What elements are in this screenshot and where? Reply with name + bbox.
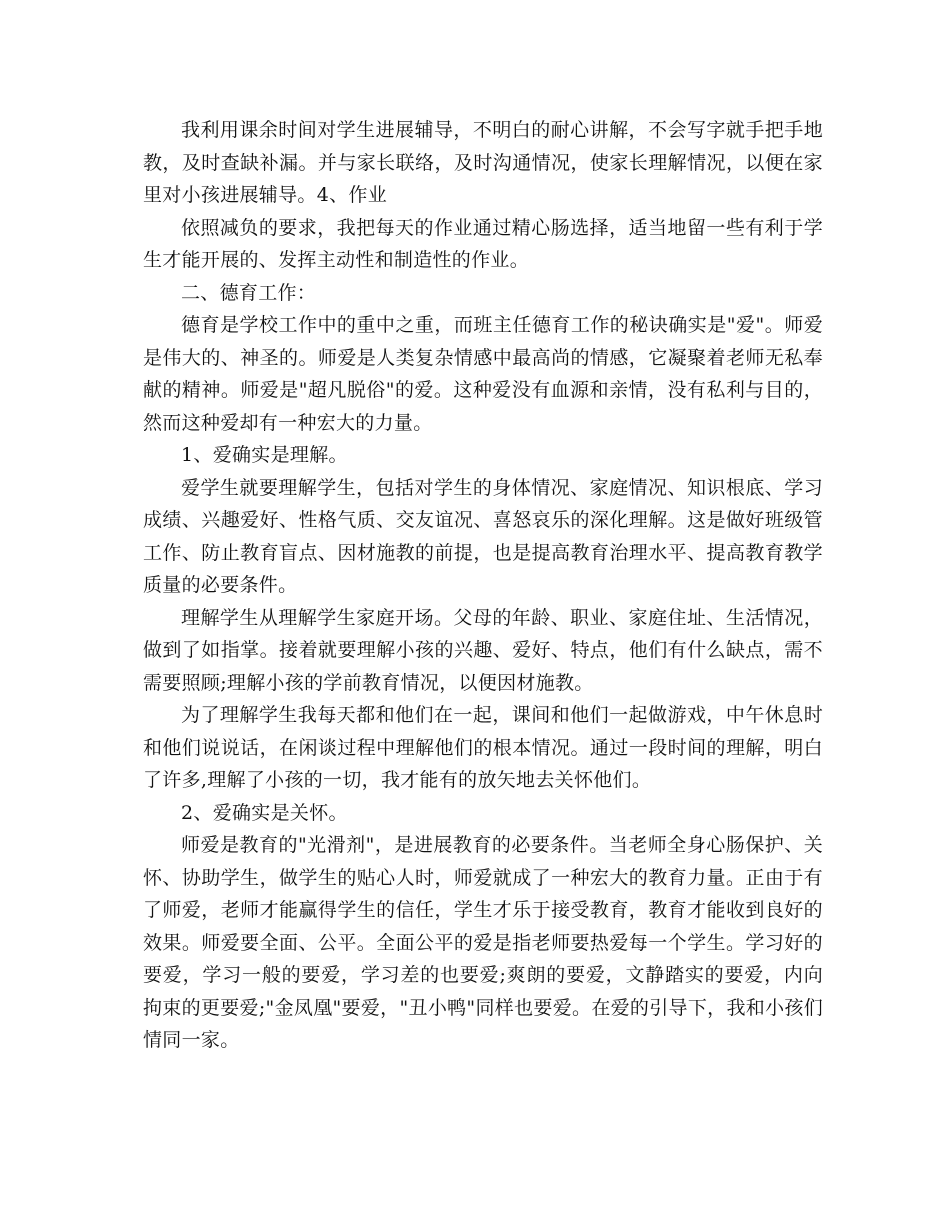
document-body bbox=[143, 114, 823, 1057]
paragraph: 德育是学校工作中的重中之重，而班主任德育工作的秘诀确实是"爱"。师爱是伟大的、神圣的。师爱是人类复杂情感中最高尚的情感，它凝聚着老师无私奉献的精神。师爱是"超凡脱俗"的爱。这种爱没有血源和亲情，没有私利与目的，然而这种爱却有一种宏大的力量。 bbox=[143, 314, 823, 434]
paragraph: 理解学生从理解学生家庭开场。父母的年龄、职业、家庭住址、生活情况，做到了如指掌。接着就要理解小孩的兴趣、爱好、特点，他们有什么缺点，需不需要照顾;理解小孩的学前教育情况，以便因材施教。 bbox=[143, 606, 823, 694]
paragraph: 师爱是教育的"光滑剂"，是进展教育的必要条件。当老师全身心肠保护、关怀、协助学生，做学生的贴心人时，师爱就成了一种宏大的教育力量。正由于有了师爱，老师才能赢得学生的信任，学生才乐于接受教育，教育才能收到良好的效果。师爱要全面、公平。全面公平的爱是指老师要热爱每一个学生。学习好的要爱，学习一般的要爱，学习差的也要爱;爽朗的要爱，文静踏实的要爱，内向拘束的更要爱;"金凤凰"要爱，"丑小鸭"同样也要爱。在爱的引导下，我和小孩们情同一家。 bbox=[143, 834, 823, 1051]
paragraph: 爱学生就要理解学生，包括对学生的身体情况、家庭情况、知识根底、学习成绩、兴趣爱好、性格气质、交友谊况、喜怒哀乐的深化理解。这是做好班级管工作、防止教育盲点、因材施教的前提，也是提高教育治理水平、提高教育教学质量的必要条件。 bbox=[143, 476, 823, 596]
subsection-heading: 1、爱确实是理解。 bbox=[181, 444, 348, 466]
paragraph: 依照减负的要求，我把每天的作业通过精心肠选择，适当地留一些有利于学生才能开展的、发挥主动性和制造性的作业。 bbox=[143, 216, 823, 271]
subsection-heading: 2、爱确实是关怀。 bbox=[181, 801, 348, 824]
section-heading: 二、德育工作： bbox=[181, 281, 317, 304]
paragraph: 我利用课余时间对学生进展辅导，不明白的耐心讲解，不会写字就手把手地教，及时查缺补漏。并与家长联络，及时沟通情况，使家长理解情况，以便在家里对小孩进展辅导。4、作业 bbox=[143, 119, 823, 206]
paragraph: 为了理解学生我每天都和他们在一起，课间和他们一起做游戏，中午休息时和他们说说话，在闲谈过程中理解他们的根本情况。通过一段时间的理解，明白了许多,理解了小孩的一切，我才能有的放矢地去关怀他们。 bbox=[143, 704, 823, 791]
